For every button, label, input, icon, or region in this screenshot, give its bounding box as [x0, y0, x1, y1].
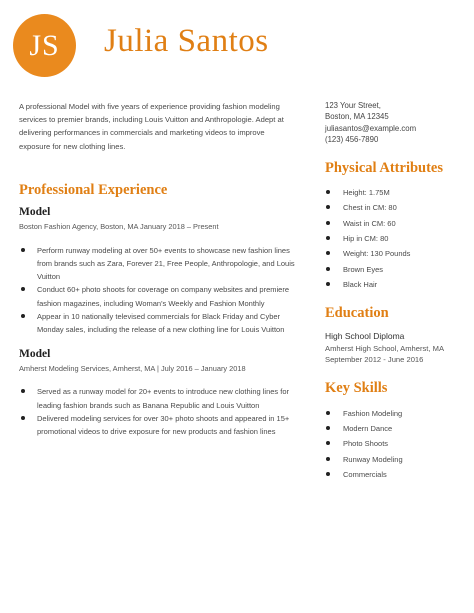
list-item: Served as a runway model for 20+ events to introduce new clothing lines for leading fashion brands such as Banana Republic and Louis Vuitton	[19, 385, 297, 411]
education-entry	[325, 331, 465, 366]
education-school: Amherst High School, Amherst, MA	[325, 343, 445, 353]
list-item: Black Hair	[325, 277, 465, 292]
education-heading: Education	[325, 305, 389, 322]
skills-heading: Key Skills	[325, 380, 388, 397]
contact-block	[325, 100, 465, 146]
monogram-initials: JS	[29, 28, 60, 62]
list-item: Waist in CM: 60	[325, 216, 465, 231]
contact-city: Boston, MA 12345	[325, 112, 389, 122]
list-item: Hip in CM: 80	[325, 231, 465, 246]
list-item: Brown Eyes	[325, 262, 465, 277]
monogram-badge	[13, 14, 76, 77]
job-title: Model	[19, 206, 51, 219]
skills-list	[325, 406, 465, 482]
list-item: Weight: 130 Pounds	[325, 246, 465, 261]
contact-email: juliasantos@example.com	[325, 123, 417, 133]
list-item: Chest in CM: 80	[325, 200, 465, 215]
side-column	[325, 100, 465, 482]
main-column	[19, 100, 297, 438]
list-item: Runway Modeling	[325, 452, 465, 467]
list-item: Fashion Modeling	[325, 406, 465, 421]
candidate-name: Julia Santos	[104, 23, 269, 59]
contact-phone: (123) 456-7890	[325, 135, 379, 145]
job-subtitle: Amherst Modeling Services, Amherst, MA | July 2016 – January 2018	[19, 363, 246, 373]
job-bullets	[19, 385, 297, 438]
list-item: Commercials	[325, 467, 465, 482]
job-title: Model	[19, 348, 51, 361]
list-item: Height: 1.75M	[325, 185, 465, 200]
contact-street: 123 Your Street,	[325, 101, 381, 110]
job-bullets	[19, 244, 297, 336]
education-dates: September 2012 - June 2016	[325, 355, 424, 365]
list-item: Conduct 60+ photo shoots for coverage on company websites and premiere fashion magazines, including Woman's Weekly and Fashion Monthly	[19, 283, 297, 309]
education-degree: High School Diploma	[325, 330, 405, 341]
summary-text: A professional Model with five years of experience providing fashion modeling services to premier brands, including Louis Vuitton and Anthropologie. Adept at delivering performances in commercials and marketing videos to improve exposure for new clothing lines.	[19, 102, 284, 151]
list-item: Photo Shoots	[325, 436, 465, 451]
list-item: Delivered modeling services for over 30+ photo shoots and appeared in 15+ promotional videos to drive exposure for new products and fashion lines	[19, 412, 297, 438]
job-entry	[19, 207, 297, 336]
list-item: Modern Dance	[325, 421, 465, 436]
job-entry	[19, 349, 297, 438]
job-subtitle: Boston Fashion Agency, Boston, MA January 2018 – Present	[19, 221, 219, 231]
list-item: Appear in 10 nationally televised commercials for Black Friday and Cyber Monday sales, including the release of a new clothing line for Louis Vuitton	[19, 310, 297, 336]
physical-list	[325, 185, 465, 292]
experience-heading: Professional Experience	[19, 181, 168, 198]
list-item: Perform runway modeling at over 50+ events to showcase new fashion lines from brands such as Zara, Forever 21, Free People, Anthropologie, and Louis Vuitton	[19, 244, 297, 284]
physical-heading: Physical Attributes	[325, 159, 444, 176]
